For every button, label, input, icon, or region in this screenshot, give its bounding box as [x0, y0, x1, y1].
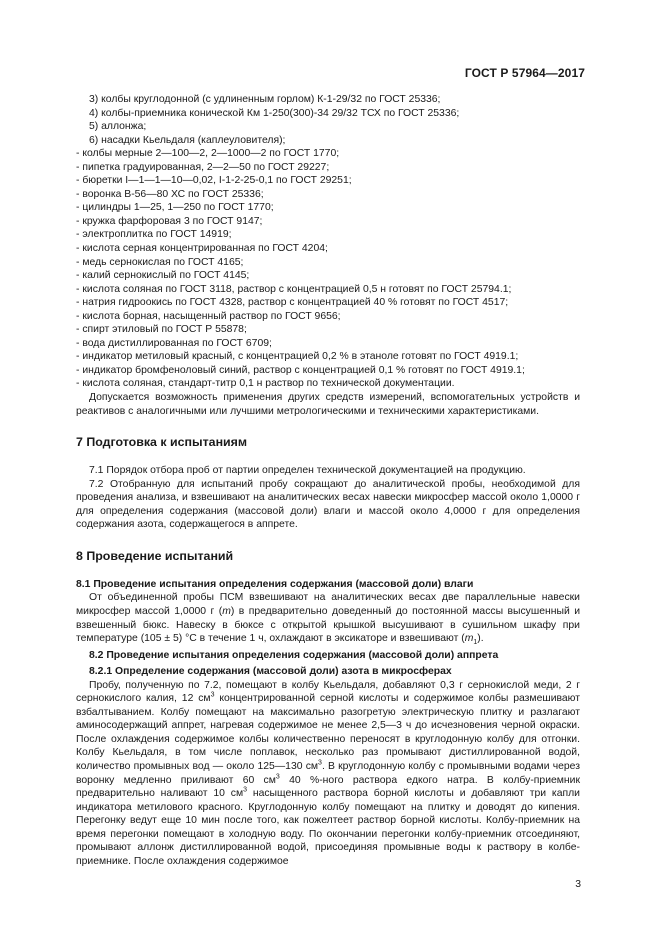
- equipment-item: - воронка В-56—80 ХС по ГОСТ 25336;: [76, 188, 264, 200]
- equipment-item: - кислота борная, насыщенный раствор по ГОСТ 9656;: [76, 310, 341, 322]
- equipment-item: - индикатор метиловый красный, с концентрацией 0,2 % в этаноле готовят по ГОСТ 4919.1;: [76, 351, 519, 363]
- section-7-heading: 7 Подготовка к испытаниям: [76, 435, 248, 450]
- equipment-sub-item: 5) аллонжа;: [89, 121, 147, 133]
- allowance-note: Допускается возможность применения других средств измерений, вспомогательных устройств и реактивов с аналогичными или лучшими метрологическими и техническими характеристиками.: [76, 392, 580, 417]
- equipment-item: - колбы мерные 2—100—2, 2—1000—2 по ГОСТ 1770;: [76, 148, 340, 160]
- equipment-item: - электроплитка по ГОСТ 14919;: [76, 229, 232, 241]
- equipment-item: - цилиндры 1—25, 1—250 по ГОСТ 1770;: [76, 202, 274, 214]
- clause-8-1-text: От объединенной пробы ПСМ взвешивают на аналитических весах две параллельные навески микросфер массой 1,0000 г (m) в предварительно доведенный до постоянной массы высушенный и взвешенный бюкс. Навеску в бюксе с открытой крышкой высушивают в сушильном шкафу при температуре (105 ± 5) °С в течение 1 ч, охлаждают в эксикаторе и взвешивают $(m_1)$.: [76, 592, 580, 647]
- page-content: [76, 93, 580, 868]
- clause-7-2: 7.2 Отобранную для испытаний пробу сокращают до аналитической пробы, необходимой для проведения анализа, и взвешивают на аналитических весах навески микросфер массой около 1,0000 г для определения содержания (массовой доли) влаги и массой около 4,0000 г для определения содержания азота, содержащегося в аппрете.: [76, 478, 580, 531]
- equipment-sub-item: 4) колбы-приемника конической Км 1-250(300)-34 29/32 ТСХ по ГОСТ 25336;: [89, 107, 460, 119]
- standard-id-header: ГОСТ Р 57964—2017: [464, 66, 585, 80]
- equipment-item: - спирт этиловый по ГОСТ Р 55878;: [76, 324, 247, 336]
- equipment-item: - кружка фарфоровая 3 по ГОСТ 9147;: [76, 215, 263, 227]
- equipment-sub-item: 3) колбы круглодонной (с удлиненным горлом) К-1-29/32 по ГОСТ 25336;: [89, 94, 441, 105]
- equipment-item: - кислота серная концентрированная по ГОСТ 4204;: [76, 243, 328, 255]
- equipment-item: - индикатор бромфеноловый синий, раствор с концентрацией 0,1 % готовят по ГОСТ 4919.1;: [76, 364, 525, 376]
- equipment-item: - пипетка градуированная, 2—2—50 по ГОСТ 29227;: [76, 161, 330, 173]
- page-number: 3: [575, 879, 581, 890]
- equipment-item: - медь сернокислая по ГОСТ 4165;: [76, 256, 244, 268]
- equipment-item: - калий сернокислый по ГОСТ 4145;: [76, 270, 250, 282]
- equipment-item: - натрия гидроокись по ГОСТ 4328, раствор с концентрацией 40 % готовят по ГОСТ 4517;: [76, 297, 509, 309]
- section-8-heading: 8 Проведение испытаний: [76, 548, 234, 563]
- equipment-item: - кислота соляная по ГОСТ 3118, раствор с концентрацией 0,5 н готовят по ГОСТ 25794.1;: [76, 283, 512, 295]
- clause-7-1: 7.1 Порядок отбора проб от партии определен технической документацией на продукцию.: [89, 465, 526, 477]
- clause-8-2-1-heading: 8.2.1 Определение содержания (массовой доли) азота в микросферах: [89, 666, 452, 678]
- equipment-sub-item: 6) насадки Кьельдаля (каплеуловителя);: [89, 134, 286, 146]
- clause-8-2-1-text: Пробу, полученную по 7.2, помещают в колбу Кьельдаля, добавляют 0,3 г сернокислой меди, 2 г сернокислого калия, 12 $см^3$ концентрированной серной кислоты и содержимое колбы размешивают взбалтыванием. Колбу помещают на максимально разогретую электрическую плитку и разлагают аминосодержащий аппрет, нагревая содержимое не менее 2,5—3 ч до исчезновения черной окраски. После охлаждения содержимое колбы количественно переносят в круглодонную колбу для отгонки. Колбу Кьельдаля, в том числе поплавок, несколько раз промывают дистиллированной водой, количество промывных вод — около 125—130 $см^3$. В круглодонную колбу с промывными водами через воронку медленно приливают 60 $см^3$ 40 %-ного раствора едкого натра. В колбу-приемник предварительно наливают 10 $см^3$ насыщенного раствора борной кислоты и добавляют три капли индикатора метилового красного. Круглодонную колбу помещают на плитку и доводят до кипения. Перегонку ведут еще 10 мин после того, как пожелтеет раствор борной кислоты. Колбу-приемник на время перегонки помещают в холодную воду. По окончании перегонки колбу-приемник отсоединяют, промывают аллонж дистиллированной водой, присоединяя промывные воды к раствору в колбе-приемнике. После охлаждения содержимое: [76, 679, 581, 867]
- clause-8-1-heading: 8.1 Проведение испытания определения содержания (массовой доли) влаги: [76, 578, 474, 590]
- equipment-item: - кислота соляная, стандарт-титр 0,1 н раствор по технической документации.: [76, 378, 455, 390]
- equipment-item: - вода дистиллированная по ГОСТ 6709;: [76, 337, 272, 349]
- clause-8-2-heading: 8.2 Проведение испытания определения содержания (массовой доли) аппрета: [89, 649, 499, 661]
- equipment-item: - бюретки I—1—1—10—0,02, I-1-2-25-0,1 по ГОСТ 29251;: [76, 175, 352, 187]
